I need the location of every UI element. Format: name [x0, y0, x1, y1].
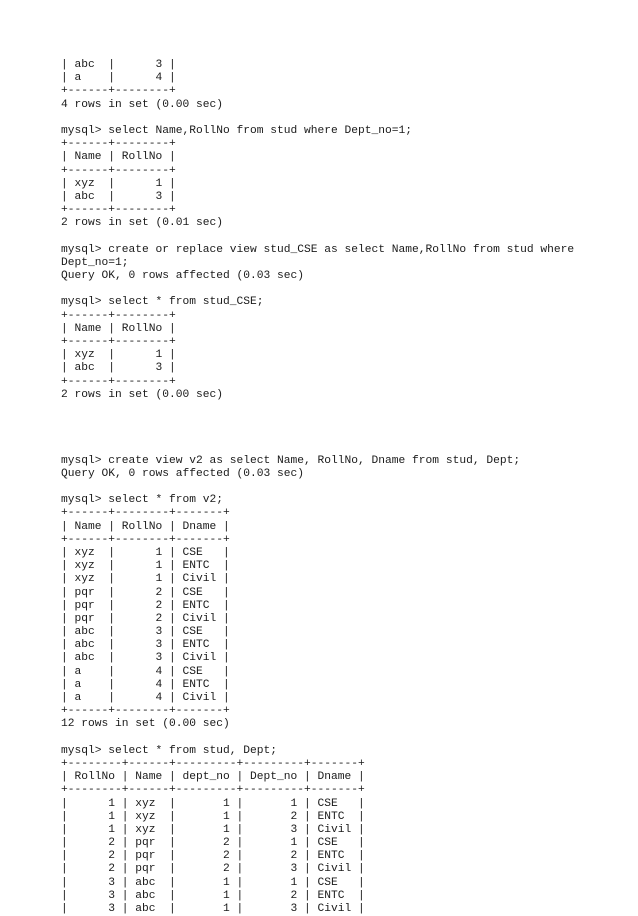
table-border-line: +------+--------+ [61, 164, 176, 177]
console-line: Dept_no=1; [61, 256, 129, 269]
console-block-query-select-stud-dept [61, 745, 621, 916]
table-row-line: | xyz | 1 | [61, 177, 176, 190]
table-row-line: | abc | 3 | [61, 362, 176, 375]
table-row-line: | 2 | pqr | 2 | 1 | CSE | [61, 837, 365, 850]
table-border-line: +------+--------+-------+ [61, 533, 230, 546]
table-border-line: +------+--------+-------+ [61, 705, 230, 718]
table-row-line: | 2 | pqr | 2 | 2 | ENTC | [61, 850, 365, 863]
table-row-line: | 3 | abc | 1 | 1 | CSE | [61, 876, 365, 889]
blank-line [61, 428, 621, 441]
console-block-query-select-view-cse [61, 296, 621, 402]
console-block-query-select-v2 [61, 494, 621, 731]
blank-line [61, 481, 621, 494]
table-row-line: | abc | 3 | Civil | [61, 652, 230, 665]
table-border-line: +------+--------+ [61, 138, 176, 151]
table-row-line: | 1 | xyz | 1 | 3 | Civil | [61, 823, 365, 836]
table-row-line: | a | 4 | CSE | [61, 665, 230, 678]
table-row-line: | Name | RollNo | [61, 322, 176, 335]
table-row-line: | 3 | abc | 1 | 2 | ENTC | [61, 889, 365, 902]
table-row-line: | abc | 3 | [61, 59, 176, 71]
blank-line [61, 112, 621, 125]
table-row-line: | abc | 3 | CSE | [61, 626, 230, 639]
blank-line [61, 283, 621, 296]
result-status-line: 12 rows in set (0.00 sec) [61, 718, 230, 731]
console-block-query-create-view-v2 [61, 455, 621, 481]
table-row-line: | 2 | pqr | 2 | 3 | Civil | [61, 863, 365, 876]
table-row-line: | pqr | 2 | CSE | [61, 586, 230, 599]
sql-command-line: mysql> create or replace view stud_CSE as select Name,RollNo from stud where [61, 243, 575, 256]
blank-line [61, 441, 621, 454]
sql-command-line: mysql> create view v2 as select Name, RollNo, Dname from stud, Dept; [61, 454, 521, 467]
table-row-line: | 1 | xyz | 1 | 1 | CSE | [61, 797, 365, 810]
sql-command-line: mysql> select * from stud_CSE; [61, 296, 264, 309]
table-row-line: | 1 | xyz | 1 | 2 | ENTC | [61, 810, 365, 823]
table-border-line: +------+--------+-------+ [61, 507, 230, 520]
table-row-line: | Name | RollNo | [61, 151, 176, 164]
console-block-query-select-dept1 [61, 125, 621, 231]
table-row-line: | a | 4 | ENTC | [61, 678, 230, 691]
table-border-line: +------+--------+ [61, 335, 176, 348]
console-block-result-tail [61, 59, 621, 112]
blank-line [61, 415, 621, 428]
result-status-line: 2 rows in set (0.01 sec) [61, 217, 224, 230]
table-row-line: | pqr | 2 | Civil | [61, 612, 230, 625]
table-row-line: | abc | 3 | [61, 190, 176, 203]
blank-line [61, 402, 621, 415]
table-row-line: | pqr | 2 | ENTC | [61, 599, 230, 612]
console-block-query-create-view-cse [61, 244, 621, 284]
table-row-line: | abc | 3 | ENTC | [61, 639, 230, 652]
table-row-line: | xyz | 1 | [61, 349, 176, 362]
document-body [61, 59, 621, 916]
sql-command-line: mysql> select * from v2; [61, 494, 224, 507]
blank-line [61, 732, 621, 745]
result-status-line: 4 rows in set (0.00 sec) [61, 98, 224, 111]
table-row-line: | a | 4 | Civil | [61, 692, 230, 704]
blank-line [61, 230, 621, 243]
table-border-line: +--------+------+---------+---------+-------+ [61, 757, 365, 770]
table-row-line: | RollNo | Name | dept_no | Dept_no | Dname | [61, 771, 365, 784]
table-row-line: | xyz | 1 | Civil | [61, 573, 230, 586]
table-row-line: | Name | RollNo | Dname | [61, 520, 230, 533]
table-row-line: | xyz | 1 | ENTC | [61, 560, 230, 573]
table-row-line: | a | 4 | [61, 72, 176, 85]
result-status-line: Query OK, 0 rows affected (0.03 sec) [61, 270, 305, 282]
sql-command-line: mysql> select * from stud, Dept; [61, 744, 278, 757]
result-status-line: 2 rows in set (0.00 sec) [61, 388, 224, 401]
table-row-line: | 3 | abc | 1 | 3 | Civil | [61, 903, 365, 915]
table-border-line: +------+--------+ [61, 204, 176, 217]
table-row-line: | xyz | 1 | CSE | [61, 546, 230, 559]
table-border-line: +--------+------+---------+---------+-------+ [61, 784, 365, 797]
table-border-line: +------+--------+ [61, 85, 176, 98]
table-border-line: +------+--------+ [61, 375, 176, 388]
table-border-line: +------+--------+ [61, 309, 176, 322]
sql-command-line: mysql> select Name,RollNo from stud where Dept_no=1; [61, 124, 413, 137]
result-status-line: Query OK, 0 rows affected (0.03 sec) [61, 467, 305, 480]
